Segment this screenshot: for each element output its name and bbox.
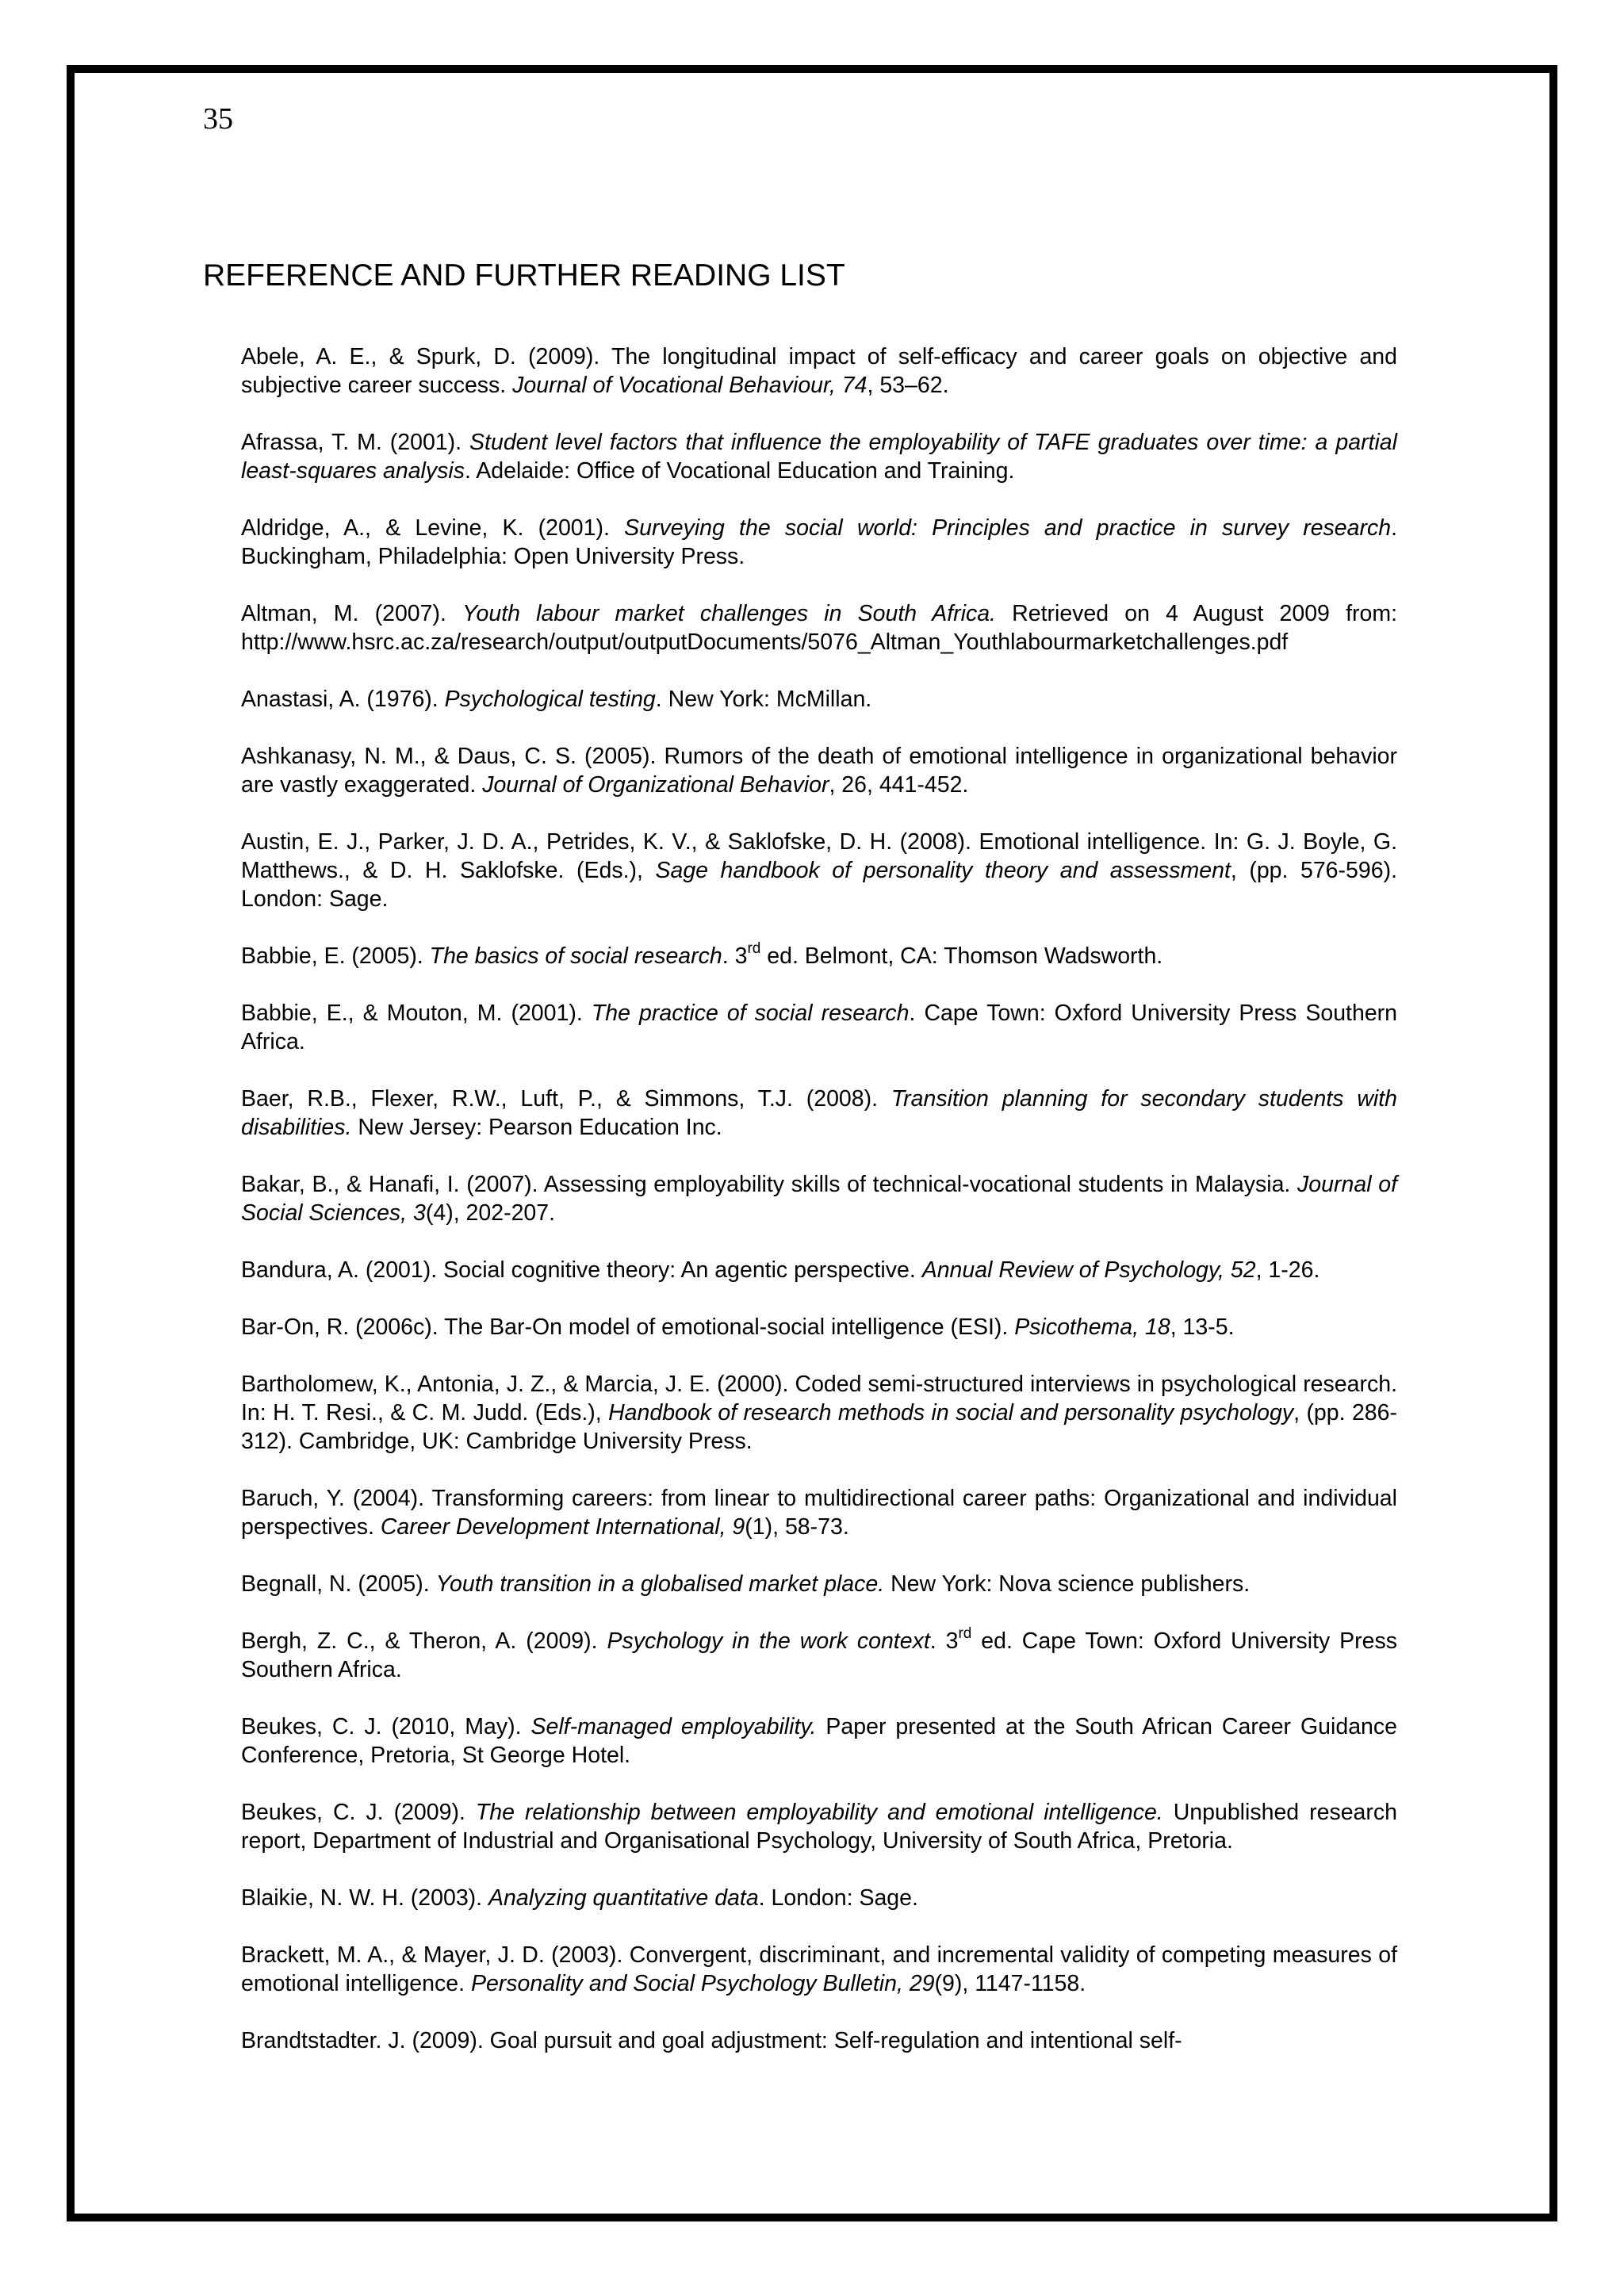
reference-text: , 13-5. (1170, 1314, 1235, 1340)
reference-text: Brandtstadter. J. (2009). Goal pursuit and goal adjustment: Self-regulation and intentional self- (241, 2028, 1182, 2053)
reference-italic-text: Psychological testing (444, 687, 656, 712)
reference-entry (241, 939, 1397, 970)
reference-italic-text: Career Development International, 9 (380, 1514, 745, 1540)
reference-italic-text: Journal of Social Sciences, 3 (241, 1172, 1397, 1226)
reference-text: . 3 (722, 943, 748, 969)
reference-text: New York: Nova science publishers. (884, 1571, 1251, 1597)
reference-text: ed. Belmont, CA: Thomson Wadsworth. (760, 943, 1163, 969)
reference-text: Afrassa, T. M. (2001). (241, 430, 470, 455)
reference-text: Baer, R.B., Flexer, R.W., Luft, P., & Simmons, T.J. (2008). (241, 1086, 891, 1112)
reference-italic-text: Handbook of research methods in social and personality psychology (608, 1400, 1294, 1425)
reference-italic-text: The practice of social research (591, 1001, 910, 1026)
reference-italic-text: Psicothema, 18 (1014, 1314, 1170, 1340)
reference-text: . London: Sage. (758, 1885, 918, 1911)
reference-text: Babbie, E., & Mouton, M. (2001). (241, 1001, 592, 1026)
reference-text: Retrieved on 4 August 2009 from: http://www.hsrc.ac.za/research/output/outputDocuments/5076_Altman_Youthlabourmarketchallenges.pdf (241, 601, 1397, 655)
reference-entry (241, 428, 1397, 485)
reference-text: Baruch, Y. (2004). Transforming careers: from linear to multidirectional career paths: Organizational and individual perspectives. (241, 1486, 1397, 1540)
reference-text: Altman, M. (2007). (241, 601, 463, 626)
reference-text: Blaikie, N. W. H. (2003). (241, 1885, 489, 1911)
reference-italic-text: The relationship between employability and emotional intelligence. (475, 1800, 1163, 1825)
reference-text: Beukes, C. J. (2009). (241, 1800, 476, 1825)
reference-text: Bakar, B., & Hanafi, I. (2007). Assessing employability skills of technical-vocational students in Malaysia. (241, 1172, 1298, 1197)
reference-text: Brackett, M. A., & Mayer, J. D. (2003). Convergent, discriminant, and incremental validity of competing measures of emotional intelligence. (241, 1942, 1397, 1996)
reference-entry (241, 1798, 1397, 1855)
reference-entry (241, 1256, 1397, 1284)
reference-text: (1), 58-73. (745, 1514, 849, 1540)
reference-italic-text: Annual Review of Psychology, 52 (921, 1257, 1256, 1283)
reference-text: . Cape Town: Oxford University Press Southern Africa. (241, 1001, 1398, 1054)
reference-text: Anastasi, A. (1976). (241, 687, 445, 712)
reference-text: Beukes, C. J. (2010, May). (241, 1714, 531, 1739)
reference-entry (241, 514, 1397, 571)
reference-italic-text: Psychology in the work context (607, 1628, 930, 1654)
reference-text: ed. Cape Town: Oxford University Press Southern Africa. (241, 1628, 1397, 1682)
page-number: 35 (203, 102, 233, 136)
reference-list (241, 342, 1397, 2055)
reference-entry (241, 1085, 1397, 1142)
reference-italic-text: Youth labour market challenges in South Africa. (462, 601, 996, 626)
reference-entry (241, 1570, 1397, 1598)
reference-italic-text: The basics of social research (429, 943, 722, 969)
reference-text: , 1-26. (1255, 1257, 1320, 1283)
reference-text: Paper presented at the South African Career Guidance Conference, Pretoria, St George Hotel. (241, 1714, 1397, 1768)
reference-text: , (pp. 286-312). Cambridge, UK: Cambridge University Press. (241, 1400, 1397, 1454)
reference-italic-text: Student level factors that influence the employability of TAFE graduates over time: a partial least-squares analysis (241, 430, 1397, 484)
reference-entry (241, 1484, 1397, 1541)
reference-text: Ashkanasy, N. M., & Daus, C. S. (2005). Rumors of the death of emotional intelligence in organizational behavior are vastly exaggerated. (241, 744, 1397, 798)
reference-text: New Jersey: Pearson Education Inc. (351, 1115, 722, 1140)
reference-entry (241, 685, 1397, 714)
reference-entry (241, 1170, 1397, 1227)
reference-text: (4), 202-207. (425, 1200, 556, 1226)
reference-text: Bandura, A. (2001). Social cognitive theory: An agentic perspective. (241, 1257, 922, 1283)
reference-entry (241, 342, 1397, 400)
reference-text: Unpublished research report, Department of Industrial and Organisational Psychology, University of South Africa, Pretoria. (241, 1800, 1398, 1854)
reference-italic-text: Youth transition in a globalised market place. (435, 1571, 885, 1597)
reference-text: Austin, E. J., Parker, J. D. A., Petrides, K. V., & Saklofske, D. H. (2008). Emotional intelligence. In: G. J. Boyle, G. Matthews., & D. H. Saklofske. (Eds.), (241, 829, 1397, 883)
reference-entry (241, 1624, 1397, 1684)
reference-italic-text: Personality and Social Psychology Bulletin, 29 (470, 1971, 935, 1996)
reference-entry (241, 742, 1397, 799)
reference-entry (241, 1370, 1397, 1456)
reference-italic-text: Transition planning for secondary students with disabilities. (241, 1086, 1397, 1140)
reference-text: Begnall, N. (2005). (241, 1571, 436, 1597)
superscript: rd (958, 1624, 972, 1642)
reference-text: . Adelaide: Office of Vocational Education and Training. (464, 458, 1015, 484)
page-title: REFERENCE AND FURTHER READING LIST (203, 258, 845, 293)
reference-entry (241, 1313, 1397, 1341)
reference-text: , 26, 441-452. (829, 772, 969, 798)
reference-text: . Buckingham, Philadelphia: Open University Press. (241, 515, 1398, 569)
reference-entry (241, 828, 1397, 913)
reference-italic-text: Self-managed employability. (530, 1714, 817, 1739)
reference-entry (241, 1712, 1397, 1770)
reference-entry (241, 1884, 1397, 1912)
reference-italic-text: Analyzing quantitative data (488, 1885, 759, 1911)
reference-italic-text: Journal of Vocational Behaviour, 74 (512, 373, 868, 398)
reference-text: . 3 (929, 1628, 959, 1654)
reference-entry (241, 999, 1397, 1056)
reference-text: Bergh, Z. C., & Theron, A. (2009). (241, 1628, 607, 1654)
reference-text: (9), 1147-1158. (934, 1971, 1086, 1996)
reference-entry (241, 2026, 1397, 2055)
reference-text: , (pp. 576-596). London: Sage. (241, 858, 1397, 912)
reference-italic-text: Surveying the social world: Principles and practice in survey research (624, 515, 1392, 541)
reference-entry (241, 599, 1397, 656)
reference-text: , 53–62. (867, 373, 949, 398)
reference-entry (241, 1941, 1397, 1998)
reference-text: Bar-On, R. (2006c). The Bar-On model of emotional-social intelligence (ESI). (241, 1314, 1015, 1340)
reference-italic-text: Journal of Organizational Behavior (482, 772, 829, 798)
reference-text: Bartholomew, K., Antonia, J. Z., & Marcia, J. E. (2000). Coded semi-structured interviews in psychological research. In: H. T. Resi., & C. M. Judd. (Eds.), (241, 1372, 1397, 1425)
reference-text: Abele, A. E., & Spurk, D. (2009). The longitudinal impact of self-efficacy and career goals on objective and subjective career success. (241, 344, 1397, 398)
reference-text: . New York: McMillan. (655, 687, 872, 712)
reference-text: Aldridge, A., & Levine, K. (2001). (241, 515, 625, 541)
reference-text: Babbie, E. (2005). (241, 943, 430, 969)
reference-italic-text: Sage handbook of personality theory and assessment (655, 858, 1231, 883)
superscript: rd (747, 939, 761, 957)
